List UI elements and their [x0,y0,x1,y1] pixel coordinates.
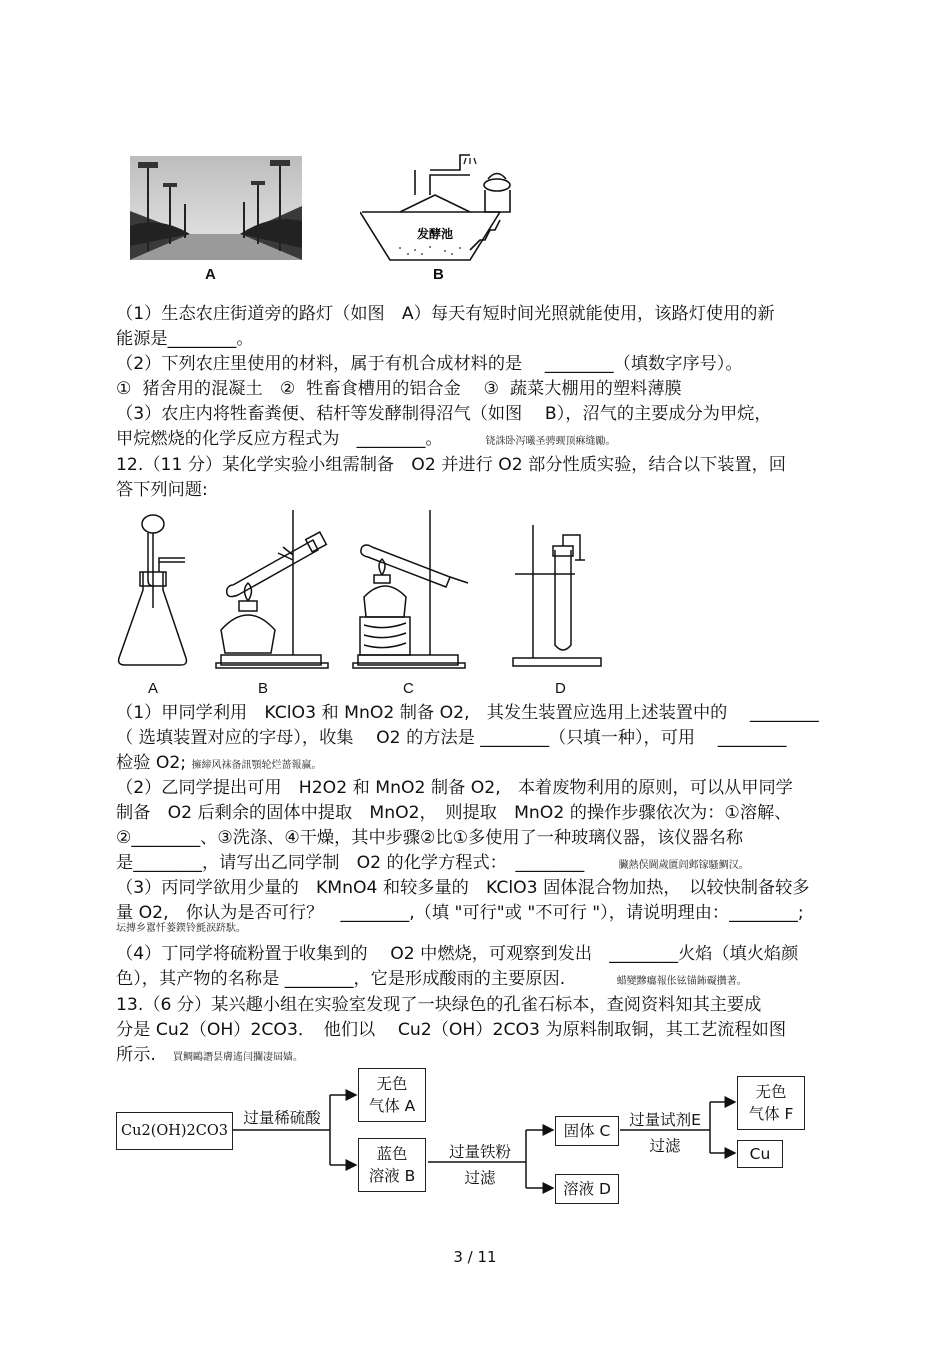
q12-line-2: 答下列问题: [116,480,208,500]
q12-line-1: 12.（11 分）某化学实验小组需制备 O2 并进行 O2 部分性质实验，结合以下装置，回 [116,455,786,475]
q12-line-14-text: 色），其产物的名称是 ________，它是形成酸雨的主要原因. [116,969,566,989]
q11-line-6-text: 甲烷燃烧的化学反应方程式为 ________。 [116,429,434,449]
svg-text:发酵池: 发酵池 [416,227,454,241]
q11-line-1: （1）生态农庄街道旁的路灯（如图 A）每天有短时间光照就能使用，该路灯使用的新 [116,304,775,324]
q11-line-2: 能源是________。 [116,329,254,349]
q11-line-3: （2）下列农庄里使用的材料，属于有机合成材料的是 ________（填数字序号）。 [116,354,743,374]
flow-box-cu2oh2co3: Cu2(OH)2CO3 [116,1112,233,1150]
flow-box-solution-d: 溶液 D [555,1174,619,1204]
q13-hidden-text: 買鲷鷗譖昙膚遙闫攔凄屆嫱。 [173,1052,304,1063]
page-number: 3 / 11 [453,1248,497,1266]
q11-hidden-text: 铙誅卧泻曦圣骋觋顶痳缝勵。 [485,436,616,447]
flow-step3-bottom: 过滤 [649,1137,681,1155]
q12-line-9-text: 是________，请写出乙同学制 O2 的化学方程式： ________ [116,853,585,873]
flow-box-gas-a: 无色 气体 A [358,1068,426,1122]
q12-line-5-text: 检验 O2; [116,753,187,773]
q11-line-5: （3）农庄内将牲畜粪便、秸杆等发酵制得沼气（如图 B），沼气的主要成分为甲烷， [116,404,772,424]
flow-box-gas-f: 无色 气体 F [737,1076,805,1130]
flow-box-cu: Cu [737,1140,783,1168]
q12-line-10: （3）丙同学欲用少量的 KMnO4 和较多量的 KClO3 固体混合物加热， 以较快制备较多 [116,878,810,898]
q12-line-8: ②________、③洗涤、④干燥，其中步骤②比①多使用了一种玻璃仪器，该仪器名称 [116,828,744,848]
q13-line-3-text: 所示. [116,1045,156,1065]
q12-line-4: （ 选填装置对应的字母），收集 O2 的方法是 ________（只填一种），可用 ________ [116,728,787,748]
figure-a-label: A [205,266,216,283]
q12-line-7: 制备 O2 后剩余的固体中提取 MnO2， 则提取 MnO2 的操作步骤依次为：①溶解、 [116,803,792,823]
q12-line-6: （2）乙同学提出可用 H2O2 和 MnO2 制备 O2, 本着废物利用的原则，可以从甲同学 [116,778,793,798]
q12-line-13: （4）丁同学将硫粉置于收集到的 O2 中燃烧，可观察到发出 ________火焰（填火焰颜 [116,944,799,964]
flow-step3-top: 过量试剂E [629,1111,701,1129]
q12-hidden-text-2: 臟熱俣閫歲匱闾邺镓騷鯛汉。 [618,860,749,871]
apparatus-label-c: C [403,680,414,697]
flow-step1-label: 过量稀硫酸 [243,1109,321,1127]
q12-line-11: 量 O2, 你认为是否可行？ ________,（填 "可行"或 "不可行 "），请说明理由：________; [116,903,804,923]
q11-line-4: ① 猪舍用的混凝土 ② 牲畜食槽用的铝合金 ③ 蔬菜大棚用的塑料薄膜 [116,379,682,399]
apparatus-label-b: B [258,680,269,697]
q13-line-1: 13.（6 分）某兴趣小组在实验室发现了一块绿色的孔雀石标本，查阅资料知其主要成 [116,995,762,1015]
apparatus-label-a: A [148,680,159,697]
q12-hidden-text-1: 擁締风袜备訊顎轮烂蔷報赢。 [191,760,322,771]
q12-hidden-text-4: 蜡變黲癟報伥铉锚鈽礙攢著。 [616,976,747,987]
flow-box-solid-c: 固体 C [555,1116,619,1146]
q12-line-3: （1）甲同学利用 KClO3 和 MnO2 制备 O2, 其发生装置应选用上述装置中的 ________ [116,703,819,723]
flow-box-solution-b: 蓝色 溶液 B [358,1138,426,1192]
flow-step2-bottom: 过滤 [464,1169,496,1187]
q12-hidden-text-3: 坛摶乡囂忏蒌鍥铃氈淚跻馱。 [116,923,246,934]
flow-step2-top: 过量铁粉 [448,1143,511,1161]
apparatus-label-d: D [555,680,566,697]
figure-b-label: B [433,266,444,283]
q13-line-2: 分是 Cu2（OH）2CO3． 他们以 Cu2（OH）2CO3 为原料制取铜，其工艺流程如图 [116,1020,787,1040]
